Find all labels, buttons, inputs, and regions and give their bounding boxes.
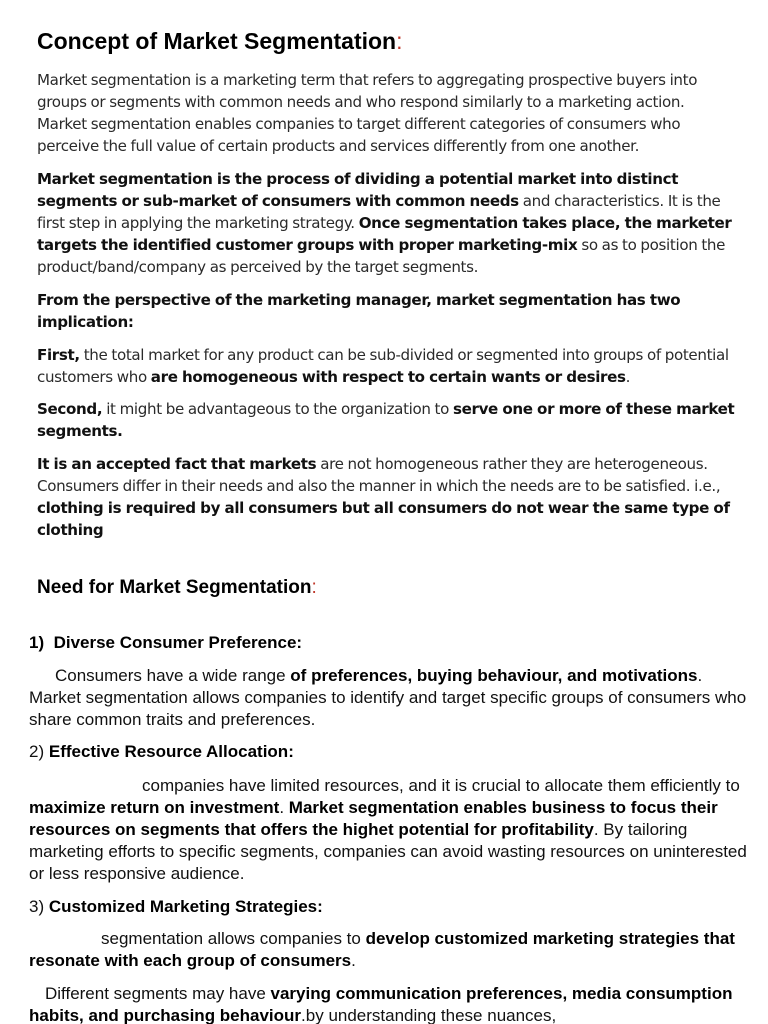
definition-paragraph [37,168,737,278]
list-item-body-continued [29,983,749,1024]
intro-paragraph: Market segmentation is a marketing term that refers to aggregating prospective buyers into groups or segments with common needs and who respond similarly to a marketing action. Market segmentation enables companies to target different categories of consumers who perceive the full value of certain products and services differently from one another. [37,71,698,155]
bold-text: maximize return on investment [29,798,280,817]
bold-text: varying communication preferences, media consumption habits, and purchasing behaviour [29,984,733,1024]
title-text: Concept of Market Segmentation [37,28,397,54]
plain-text: Consumers have a wide range [55,666,291,685]
list-item-heading [29,896,749,918]
bold-text: clothing is required by all consumers but all consumers do not wear the same type of clothing [37,499,730,539]
page-title [37,26,403,56]
plain-text: . [279,798,289,817]
heterogeneity-paragraph [37,453,737,541]
plain-text: . By tailoring marketing efforts to specific segments, companies can avoid wasting resources on uninterested or less responsive audience. [29,820,747,883]
bold-text: Second, [37,400,103,418]
list-number: 2) [29,742,45,761]
section-heading-text: Need for Market Segmentation [37,577,312,598]
plain-text: it might be advantageous to the organization to [102,400,453,418]
list-heading-text: Effective Resource Allocation: [48,742,294,761]
title-colon: : [396,28,403,54]
list-heading-text: Customized Marketing Strategies: [48,897,323,916]
plain-text: are not homogeneous rather they are heterogeneous. Consumers differ in their needs and also the manner in which the needs are to be satisfied. i.e., [37,455,721,495]
section-heading [37,575,317,601]
bold-text: From the perspective of the marketing manager, market segmentation has two implication: [37,291,681,331]
section-heading-colon: : [311,577,317,598]
second-implication [37,398,737,442]
first-implication [37,344,737,388]
plain-text: . [625,368,631,386]
list-item-body [29,775,749,885]
plain-text: companies have limited resources, and it is crucial to allocate them efficiently to [142,776,740,795]
plain-text: so as to position the product/band/company as perceived by the target segments. [37,236,726,276]
list-heading-text: Diverse Consumer Preference: [53,633,303,652]
bold-text: serve one or more of these market segments. [37,400,735,440]
list-item-heading [29,632,749,654]
list-item-body [29,928,749,972]
bold-text: develop customized marketing strategies that resonate with each group of consumers [29,929,735,970]
list-item-heading [29,741,749,763]
list-number: 1) [29,633,45,652]
plain-text: the total market for any product can be sub-divided or segmented into groups of potential customers who [37,346,729,386]
bold-text: Once segmentation takes place, the marketer targets the identified customer groups with proper marketing-mix [37,214,732,254]
implication-intro [37,289,737,333]
bold-text: Market segmentation enables business to focus their resources on segments that offers the highet potential for profitability [29,798,718,839]
list-number: 3) [29,897,45,916]
plain-text: . Market segmentation allows companies to identify and target specific groups of consumers who share common traits and preferences. [29,666,747,729]
bold-text: Market segmentation is the process of dividing a potential market into distinct segments or sub-market of consumers with common needs [37,170,679,210]
bold-text: First, [37,346,80,364]
plain-text: . [351,951,356,970]
list-item-body [29,665,749,731]
plain-text: Different segments may have [45,984,271,1003]
plain-text: segmentation allows companies to [101,929,366,948]
plain-text: .by understanding these nuances, [301,1006,557,1024]
bold-text: It is an accepted fact that markets [37,455,317,473]
plain-text: and characteristics. It is the first step in applying the marketing strategy. [37,192,721,232]
bold-text: are homogeneous with respect to certain wants or desires [150,368,626,386]
bold-text: of preferences, buying behaviour, and motivations [290,666,698,685]
